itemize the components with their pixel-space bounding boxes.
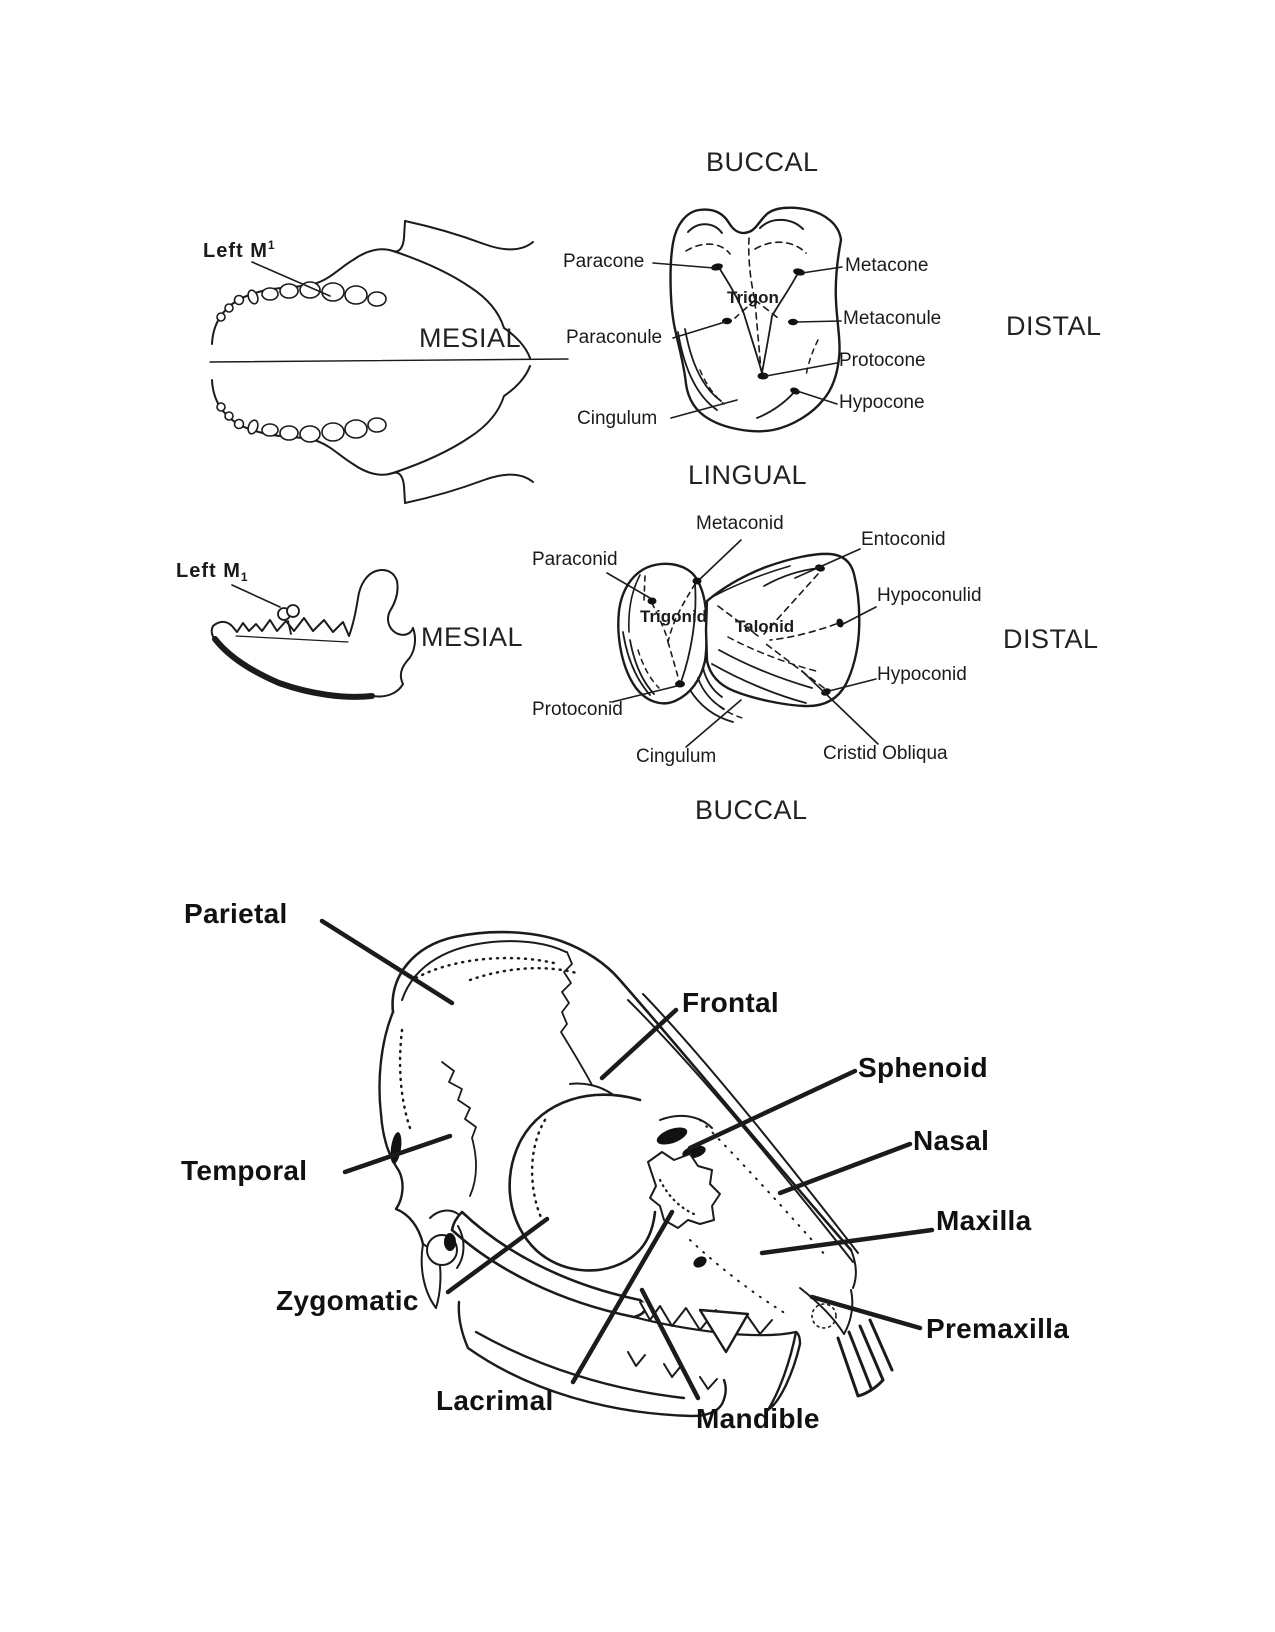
palate-arch-bottom: [405, 475, 533, 503]
specimen-superscript: 1: [267, 238, 276, 252]
label-trigonid: Trigonid: [640, 607, 708, 626]
orbit-ring: [510, 1095, 655, 1271]
metaconid-leader: [700, 540, 741, 579]
specimen-subscript: 1: [240, 570, 249, 584]
label-parietal: Parietal: [184, 898, 288, 929]
canine-tooth: [768, 1332, 800, 1410]
orientation-distal-lower: DISTAL: [1003, 624, 1099, 654]
label-cingulum-lower: Cingulum: [636, 746, 717, 767]
label-hypoconulid: Hypoconulid: [877, 585, 982, 606]
label-cingulum-upper: Cingulum: [577, 408, 658, 429]
lower-teeth-skull: [628, 1352, 717, 1389]
label-protocone: Protocone: [839, 350, 926, 371]
orientation-distal-upper: DISTAL: [1006, 311, 1102, 341]
sphenoid-leader: [690, 1071, 855, 1148]
orientation-mesial-upper: MESIAL: [419, 323, 522, 353]
nasal-bone-lines: [628, 994, 858, 1262]
skull-sketch: [322, 921, 932, 1416]
label-hypocone: Hypocone: [839, 392, 925, 413]
label-talonid: Talonid: [735, 617, 795, 636]
palate-arch-top: [405, 221, 533, 249]
lower-molar-sketch: [607, 540, 878, 747]
premaxilla-contour: [800, 1288, 852, 1334]
label-temporal: Temporal: [181, 1155, 308, 1186]
orientation-lingual: LINGUAL: [688, 460, 808, 490]
orientation-buccal-top: BUCCAL: [706, 147, 819, 177]
specimen-prefix-upper: Left M: [203, 240, 268, 262]
lacrimal-patch: [648, 1152, 720, 1228]
label-hypoconid: Hypoconid: [877, 664, 967, 685]
lacrimal-leader: [573, 1212, 672, 1382]
postorbital-process: [570, 1083, 612, 1094]
nasal-leader: [780, 1144, 910, 1193]
specimen-label-lower: [176, 561, 249, 588]
left-m1-lower-leader: [232, 585, 280, 607]
label-premaxilla: Premaxilla: [926, 1313, 1070, 1344]
label-cristid-obliqua: Cristid Obliqua: [823, 743, 948, 764]
palate-sketch: [210, 221, 568, 503]
metaconule-leader: [796, 321, 841, 322]
frontal-suture: [561, 952, 592, 1085]
label-frontal: Frontal: [682, 987, 779, 1018]
specimen-prefix-lower: Left M: [176, 560, 241, 582]
maxilla-leader: [762, 1230, 932, 1253]
occipital-slit: [389, 1131, 403, 1164]
label-metacone: Metacone: [845, 255, 929, 276]
occiput-outline: [380, 1012, 424, 1244]
label-maxilla: Maxilla: [936, 1205, 1032, 1236]
ear-opening: [444, 1233, 456, 1251]
label-nasal: Nasal: [913, 1125, 990, 1156]
orientation-mesial-lower: MESIAL: [421, 622, 524, 652]
label-metaconid: Metaconid: [696, 513, 784, 534]
label-zygomatic: Zygomatic: [276, 1285, 419, 1316]
skull-leader-lines: [322, 921, 932, 1398]
lower-cingulum-leader: [686, 700, 741, 747]
infraorbital-foramen: [691, 1254, 708, 1270]
label-mandible: Mandible: [696, 1403, 820, 1434]
nose-tip: [851, 1250, 856, 1288]
label-paraconid: Paraconid: [532, 549, 618, 570]
cranium-inner-contour: [402, 941, 566, 1000]
orientation-buccal-bottom: BUCCAL: [695, 795, 808, 825]
frontal-leader: [602, 1010, 676, 1078]
specimen-label-upper: [203, 235, 276, 262]
upper-molar-sketch: [653, 208, 842, 432]
label-trigon: Trigon: [727, 288, 779, 307]
label-protoconid: Protoconid: [532, 699, 623, 720]
mandible-sketch: [212, 570, 415, 697]
label-entoconid: Entoconid: [861, 529, 946, 550]
palate-midline: [210, 359, 568, 362]
palate-inner-bottom: [393, 366, 530, 473]
orbit-stipple-arc: [532, 1120, 545, 1224]
label-paraconule: Paraconule: [566, 327, 663, 348]
premaxilla-stipple: [812, 1304, 836, 1328]
label-paracone: Paracone: [563, 251, 645, 272]
label-sphenoid: Sphenoid: [858, 1052, 988, 1083]
label-lacrimal: Lacrimal: [436, 1385, 554, 1416]
parietal-stipple-arc: [400, 958, 580, 1128]
squamosal-suture: [442, 1062, 476, 1196]
label-metaconule: Metaconule: [843, 308, 942, 329]
